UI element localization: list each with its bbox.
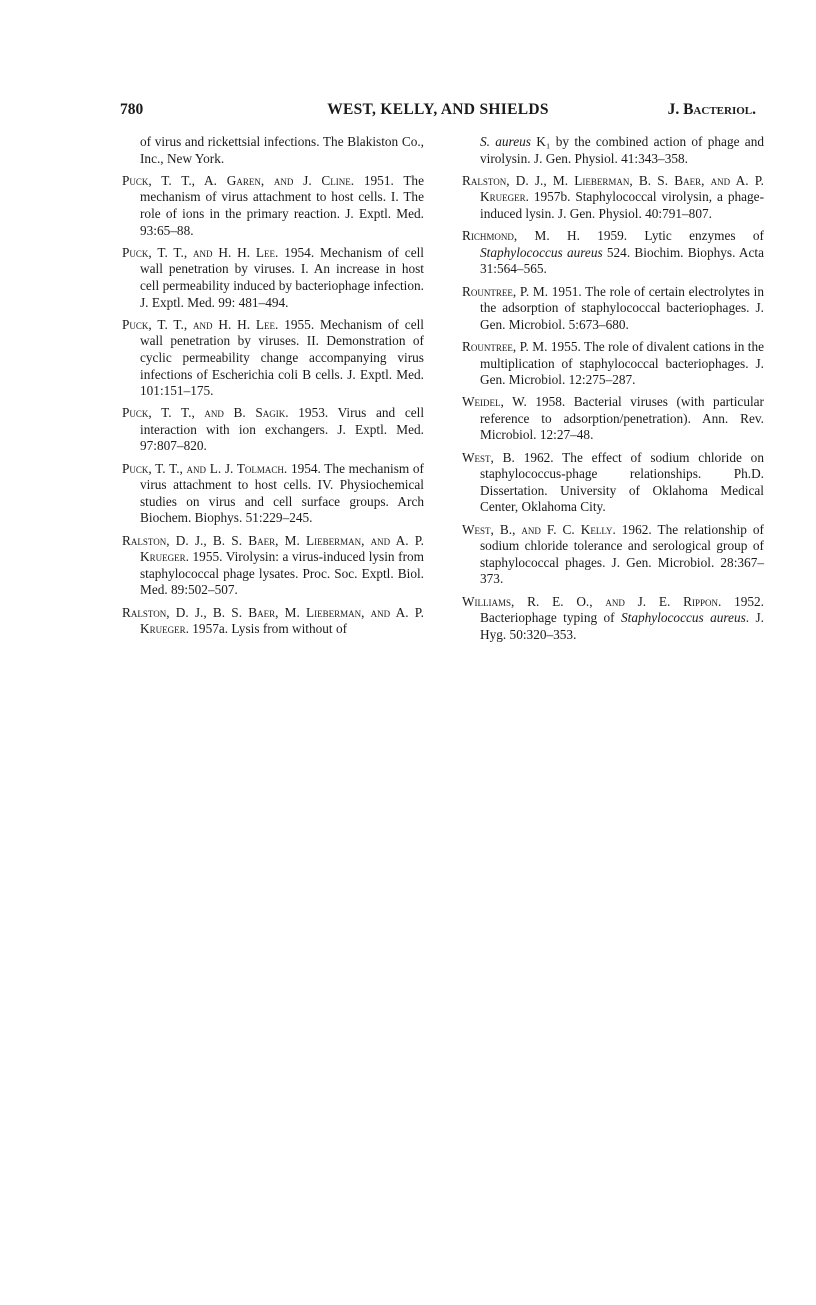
reference-authors: West, B., and F. C. Kelly. [462, 521, 616, 537]
page-header [120, 101, 756, 123]
reference-entry [122, 461, 424, 527]
reference-continuation: of virus and rickettsial infections. The Blakiston Co., Inc., New York. [140, 134, 424, 166]
reference-body: 1953. Virus and cell interaction with ion exchangers. J. Exptl. Med. 97:807–820. [140, 405, 425, 454]
reference-body: 1957a. Lysis from without of [192, 621, 348, 637]
reference-authors: Rountree, P. M. [462, 283, 549, 299]
reference-entry [122, 245, 424, 311]
reference-body: 1954. The mechanism of virus attachment to host cells. IV. Physiochemical studies on virus and cell surface groups. Arch Biochem. Biophys. 51:229–245. [140, 460, 424, 526]
reference-authors: Puck, T. T., A. Garen, and J. Cline. [122, 172, 355, 188]
reference-entry [462, 394, 764, 444]
reference-authors: West, B. [462, 449, 515, 465]
reference-body: 1962. The relationship of sodium chloride tolerance and serological group of staphylococcal phages. J. Gen. Microbiol. 28:367–373. [480, 521, 764, 587]
references-right-column [462, 134, 764, 649]
reference-body: 1955. The role of divalent cations in the multiplication of staphylococcal bacteriophages. J. Gen. Microbiol. 12:275–287. [480, 338, 765, 388]
reference-entry [462, 522, 764, 588]
reference-entry [462, 173, 764, 223]
page-number: 780 [120, 101, 144, 118]
reference-body: 1951. The mechanism of virus attachment to host cells. I. The role of ions in the primary reaction. J. Exptl. Med. 93:65–88. [140, 172, 424, 238]
reference-body: 1954. Mechanism of cell wall penetration by viruses. I. An increase in host cell permeability induced by bacteriophage infection. J. Exptl. Med. 99: 481–494. [140, 244, 425, 310]
journal-name: J. Bacteriol. [667, 101, 756, 118]
reference-entry [462, 339, 764, 389]
reference-authors: Williams, R. E. O., and J. E. Rippon. [462, 593, 722, 609]
running-title: WEST, KELLY, AND SHIELDS [327, 101, 549, 118]
references-left-column [122, 134, 424, 643]
reference-body: 1955. Virolysin: a virus-induced lysin from staphylococcal phage lysates. Proc. Soc. Exptl. Biol. Med. 89:502–507. [140, 549, 424, 598]
reference-entry [122, 533, 424, 599]
reference-authors: Puck, T. T., and H. H. Lee. [122, 244, 279, 260]
reference-authors: Ralston, D. J., B. S. Baer, M. Lieberman, and A. P. Krueger. [122, 604, 424, 637]
reference-body: 1962. The effect of sodium chloride on staphylococcus-phage relationships. Ph.D. Dissertation. University of Oklahoma Medical Center, Oklahoma City. [480, 449, 764, 515]
reference-entry [462, 284, 764, 334]
reference-entry: Richmond, M. H. 1959. Lytic enzymes of Staphylococcus aureus 524. Biochim. Biophys. Acta 31:564–565. [462, 228, 764, 277]
reference-authors: Rountree, P. M. [462, 338, 548, 354]
reference-authors: Ralston, D. J., M. Lieberman, B. S. Baer, and A. P. Krueger. [462, 172, 764, 205]
reference-authors: Richmond, M. H. [462, 228, 580, 244]
reference-entry: Williams, R. E. O., and J. E. Rippon. 1952. Bacteriophage typing of Staphylococcus aureus. J. Hyg. 50:320–353. [462, 593, 764, 642]
reference-entry [122, 173, 424, 239]
reference-authors: Puck, T. T., and H. H. Lee. [122, 316, 279, 332]
reference-authors: Ralston, D. J., B. S. Baer, M. Lieberman, and A. P. Krueger. [122, 532, 424, 565]
reference-entry [122, 605, 424, 638]
reference-body: 1958. Bacterial viruses (with particular reference to adsorption/penetration). Ann. Rev. Microbiol. 12:27–48. [480, 394, 764, 443]
reference-entry [122, 405, 424, 455]
reference-authors: Puck, T. T., and L. J. Tolmach. [122, 460, 288, 476]
reference-entry [122, 317, 424, 400]
reference-body: 1951. The role of certain electrolytes in the adsorption of staphylococcal bacteriophages. J. Gen. Microbiol. 5:673–680. [480, 283, 765, 332]
reference-authors: Puck, T. T., and B. Sagik. [122, 405, 289, 421]
reference-entry [462, 450, 764, 516]
reference-continuation: S. aureus K₁ by the combined action of phage and virolysin. J. Gen. Physiol. 41:343–358. [480, 134, 764, 166]
reference-body: 1957b. Staphylococcal virolysin, a phage-induced lysin. J. Gen. Physiol. 40:791–807. [480, 189, 764, 221]
reference-body: 1955. Mechanism of cell wall penetration by viruses. II. Demonstration of cyclic permeability change accompanying virus infections of Escherichia coli B cells. J. Exptl. Med. 101:151–175. [140, 316, 425, 399]
reference-authors: Weidel, W. [462, 394, 527, 410]
